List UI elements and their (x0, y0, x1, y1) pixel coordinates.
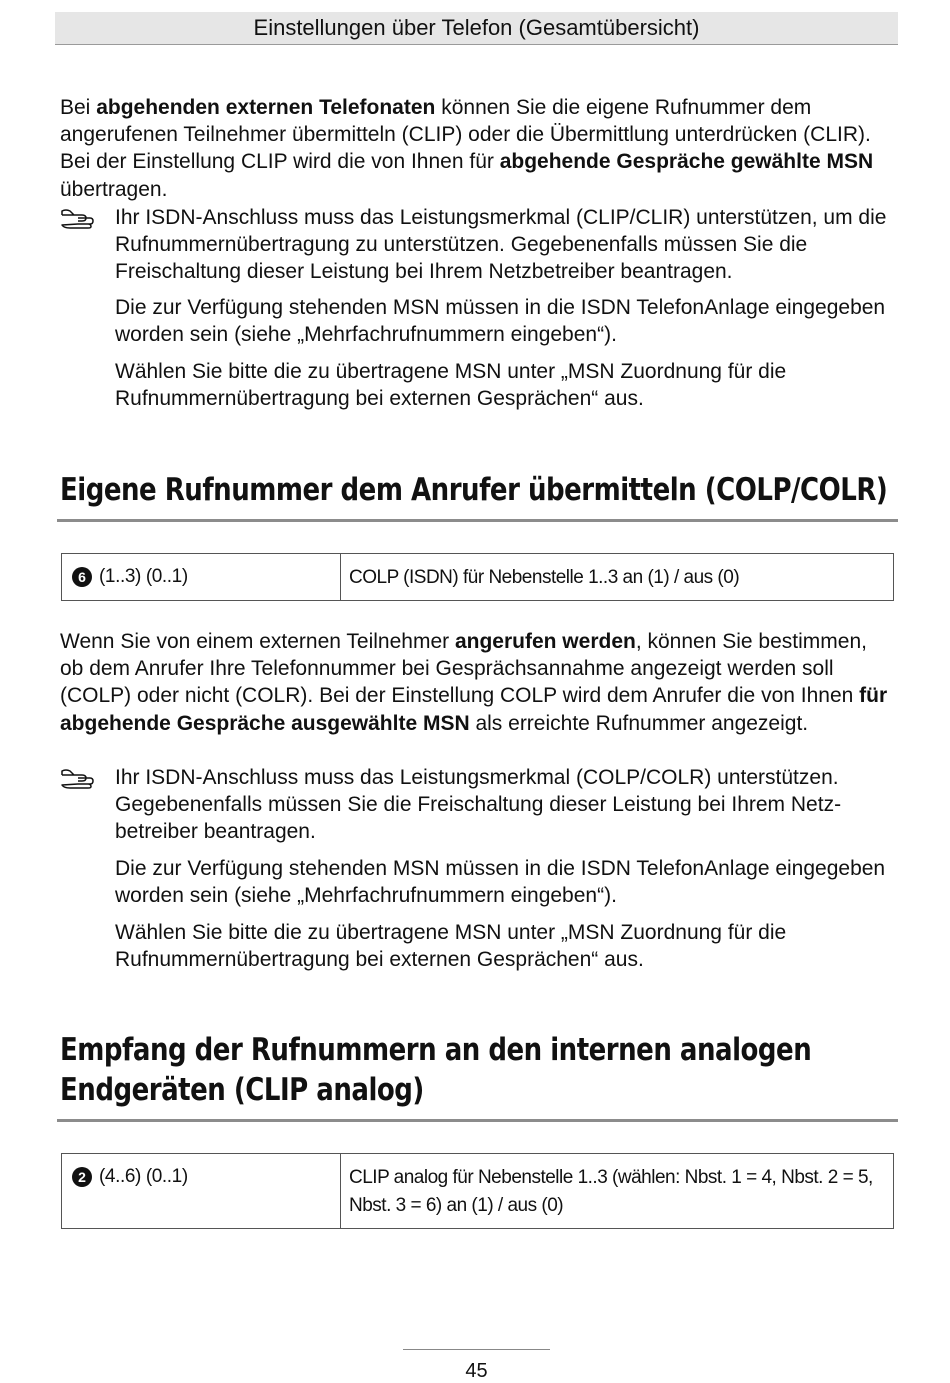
clip-analog-command-key: (4..6) (0..1) (99, 1166, 188, 1187)
pointing-hand-icon (60, 767, 100, 789)
clip-intro-text-1: Bei (60, 96, 97, 119)
clip-analog-title-line-2: Endgeräten (CLIP analog) (60, 1072, 424, 1108)
clip-analog-command-description: CLIP analog für Nebenstelle 1..3 (wählen: Nbst. 1 = 4, Nbst. 2 = 5, Nbst. 3 = 6) an (1) / aus (0) (349, 1167, 873, 1216)
colp-body-text-3: als erreichte Rufnummer angezeigt. (469, 711, 809, 735)
colp-command-table (61, 553, 894, 601)
clip-intro-text-2: können Sie die eigene Rufnummer dem angerufenen Teilnehmer übermitteln (CLIP) oder die Übermittlung unterdrücken (CLIR). Bei der Einstellung CLIP wird die von Ihnen für (60, 96, 871, 174)
colp-title-rule (57, 519, 898, 522)
clip-note-2: Die zur Verfügung stehenden MSN müssen in die ISDN TelefonAnlage eingegeben worden sein (siehe „Mehrfachrufnummern eingeben“). (115, 296, 886, 347)
colp-note-2: Die zur Verfügung stehenden MSN müssen in die ISDN TelefonAnlage eingegeben worden sein (siehe „Mehrfachrufnummern eingeben“). (115, 857, 886, 908)
clip-analog-section-title (60, 1030, 812, 1110)
clip-note-1: Ihr ISDN-Anschluss muss das Leistungsmerkmal (CLIP/CLIR) unterstützen, um die Rufnummernübertragung zu unterstützen. Gegebenenfalls müssen Sie die Freischaltung dieser Leistung bei Ihrem Netzbetreiber beantragen. (115, 206, 887, 284)
page-header-title: Einstellungen über Telefon (Gesamtübersicht) (253, 15, 700, 40)
clip-intro-bold-1: abgehenden externen Telefonaten (96, 96, 436, 119)
digit-6-icon: 6 (72, 567, 92, 587)
colp-command-key-cell (62, 554, 341, 600)
clip-intro-bold-2: abgehende Gespräche gewählte MSN (499, 150, 874, 174)
colp-body-bold-1: angerufen werden (454, 630, 636, 653)
clip-analog-title-rule (57, 1119, 898, 1122)
clip-intro-text-3: übertragen. (60, 177, 168, 201)
page-header (55, 12, 898, 45)
colp-command-key: (1..3) (0..1) (99, 566, 188, 587)
colp-section-title: Eigene Rufnummer dem Anrufer übermitteln (COLP/COLR) (60, 472, 888, 508)
clip-analog-command-table (61, 1153, 894, 1229)
colp-note-1: Ihr ISDN-Anschluss muss das Leistungsmerkmal (COLP/COLR) unterstützen. Gegebenenfalls müssen Sie die Freischaltung dieser Leistung bei Ihrem Netzbetreiber beantragen. (115, 766, 842, 844)
colp-body-bold-2: für abgehende Gespräche ausgewählte MSN (60, 684, 888, 735)
footer-rule (403, 1349, 550, 1350)
clip-note-3: Wählen Sie bitte die zu übertragene MSN unter „MSN Zuordnung für die Rufnummernübertragung bei externen Gesprächen“ aus. (115, 360, 787, 411)
colp-body-paragraph (60, 628, 895, 737)
pointing-hand-icon (60, 207, 100, 229)
digit-2-icon: 2 (72, 1167, 92, 1187)
colp-command-description: COLP (ISDN) für Nebenstelle 1..3 an (1) / aus (0) (349, 567, 740, 588)
colp-body-text-1: Wenn Sie von einem externen Teilnehmer (60, 630, 455, 653)
page-number: 45 (465, 1360, 488, 1382)
clip-analog-command-key-cell (62, 1154, 341, 1228)
clip-analog-title-line-1: Empfang der Rufnummern an den internen analogen (60, 1032, 812, 1068)
colp-body-text-2: , können Sie bestimmen, ob dem Anrufer Ihre Telefonnummer bei Gesprächsannahme angezeigt werden soll (COLP) oder nicht (COLR). Bei der Einstellung COLP wird dem Anrufer die von Ihnen (60, 630, 867, 708)
clip-intro-paragraph (60, 94, 895, 203)
colp-note-3: Wählen Sie bitte die zu übertragene MSN unter „MSN Zuordnung für die Rufnummernübertragung bei externen Gesprächen“ aus. (115, 921, 787, 972)
